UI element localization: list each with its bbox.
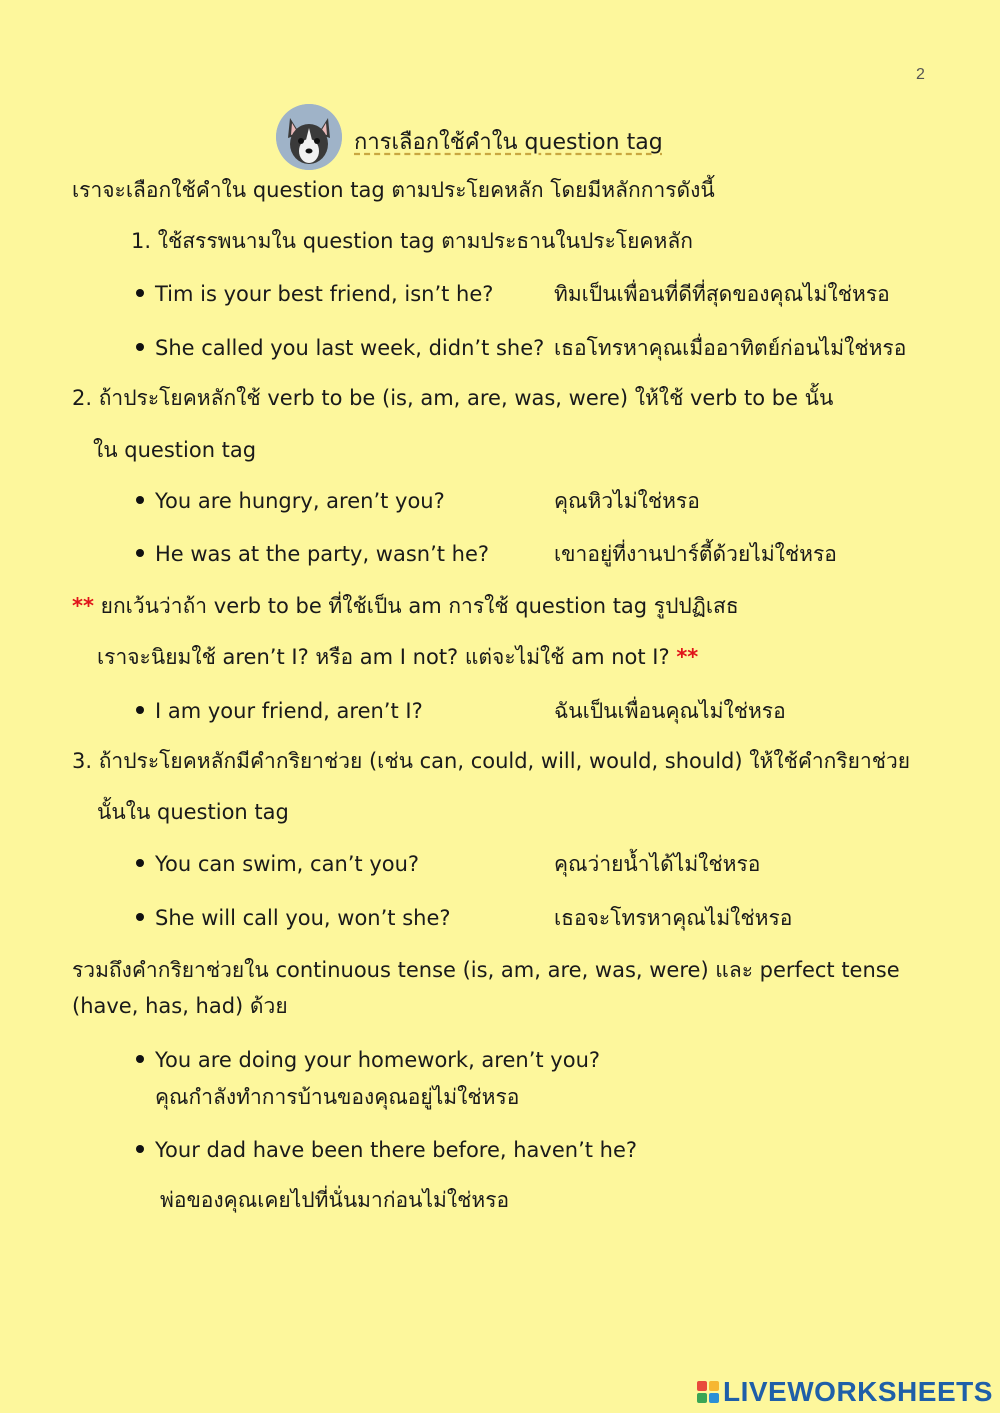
note-text-line2: เราจะนิยมใช้ aren’t I? หรือ am I not? แต่จะไม่ใช้ am not I? (97, 645, 670, 669)
bullet-icon (136, 1055, 144, 1063)
bullet-icon (136, 549, 144, 557)
rule2-example1-th: คุณหิวไม่ใช่หรอ (554, 489, 700, 513)
title-block (276, 104, 663, 170)
bullet-icon (136, 1145, 144, 1153)
rule2-example1-en: You are hungry, aren’t you? (155, 489, 445, 513)
rule2-heading-line1: 2. ถ้าประโยคหลักใช้ verb to be (is, am, are, was, were) ให้ใช้ verb to be นั้น (72, 386, 834, 410)
exception-example-th: ฉันเป็นเพื่อนคุณไม่ใช่หรอ (554, 699, 786, 723)
rule2-example2-th: เขาอยู่ที่งานปาร์ตี้ด้วยไม่ใช่หรอ (554, 542, 837, 566)
rule3-heading-line1: 3. ถ้าประโยคหลักมีคำกริยาช่วย (เช่น can, could, will, would, should) ให้ใช้คำกริยาช่วย (72, 749, 911, 773)
rule3-heading-line2: นั้นใน question tag (97, 800, 289, 824)
rule1-example2-en: She called you last week, didn’t she? (155, 336, 545, 360)
bullet-icon (136, 343, 144, 351)
rule3-extra-example1-th: คุณกำลังทำการบ้านของคุณอยู่ไม่ใช่หรอ (155, 1085, 520, 1109)
liveworksheets-logo-icon (697, 1381, 719, 1403)
logo-text: LIVEWORKSHEETS (723, 1376, 993, 1407)
note-mark-start: ** (72, 594, 94, 618)
rule3-extra-example1-en: You are doing your homework, aren’t you? (155, 1048, 601, 1072)
rule3-extra-example2-en: Your dad have been there before, haven’t he? (155, 1138, 638, 1162)
rule1-heading: 1. ใช้สรรพนามใน question tag ตามประธานในประโยคหลัก (131, 229, 693, 253)
rule3-example2-en: She will call you, won’t she? (155, 906, 451, 930)
rule1-example2-th: เธอโทรหาคุณเมื่ออาทิตย์ก่อนไม่ใช่หรอ (554, 336, 907, 360)
rule3-extra-line1: รวมถึงคำกริยาช่วยใน continuous tense (is, am, are, was, were) และ perfect tense (72, 958, 900, 982)
rule3-example2-th: เธอจะโทรหาคุณไม่ใช่หรอ (554, 906, 793, 930)
bullet-icon (136, 496, 144, 504)
liveworksheets-logo[interactable] (697, 1376, 993, 1408)
rule1-example1-en: Tim is your best friend, isn’t he? (155, 282, 494, 306)
bullet-icon (136, 289, 144, 297)
rule2-heading-line2: ใน question tag (93, 438, 257, 462)
intro-text: เราจะเลือกใช้คำใน question tag ตามประโยคหลัก โดยมีหลักการดังนี้ (72, 178, 715, 202)
note-mark-end: ** (676, 645, 699, 669)
bullet-icon (136, 706, 144, 714)
exception-note-line1 (72, 592, 739, 620)
rule1-example1-th: ทิมเป็นเพื่อนที่ดีที่สุดของคุณไม่ใช่หรอ (554, 282, 890, 306)
bullet-icon (136, 859, 144, 867)
page-title: การเลือกใช้คำใน question tag (354, 129, 663, 155)
dog-avatar-icon (276, 104, 342, 170)
rule3-example1-en: You can swim, can’t you? (155, 852, 420, 876)
rule2-example2-en: He was at the party, wasn’t he? (155, 542, 490, 566)
bullet-icon (136, 913, 144, 921)
page-number: 2 (916, 66, 925, 83)
rule3-extra-example2-th: พ่อของคุณเคยไปที่นั่นมาก่อนไม่ใช่หรอ (160, 1188, 510, 1212)
rule3-extra-line2: (have, has, had) ด้วย (72, 994, 288, 1018)
note-text-line1: ยกเว้นว่าถ้า verb to be ที่ใช้เป็น am การใช้ question tag รูปปฏิเสธ (100, 594, 739, 618)
exception-example-en: I am your friend, aren’t I? (155, 699, 423, 723)
exception-note-line2 (97, 643, 698, 671)
rule3-example1-th: คุณว่ายน้ำได้ไม่ใช่หรอ (554, 852, 761, 876)
